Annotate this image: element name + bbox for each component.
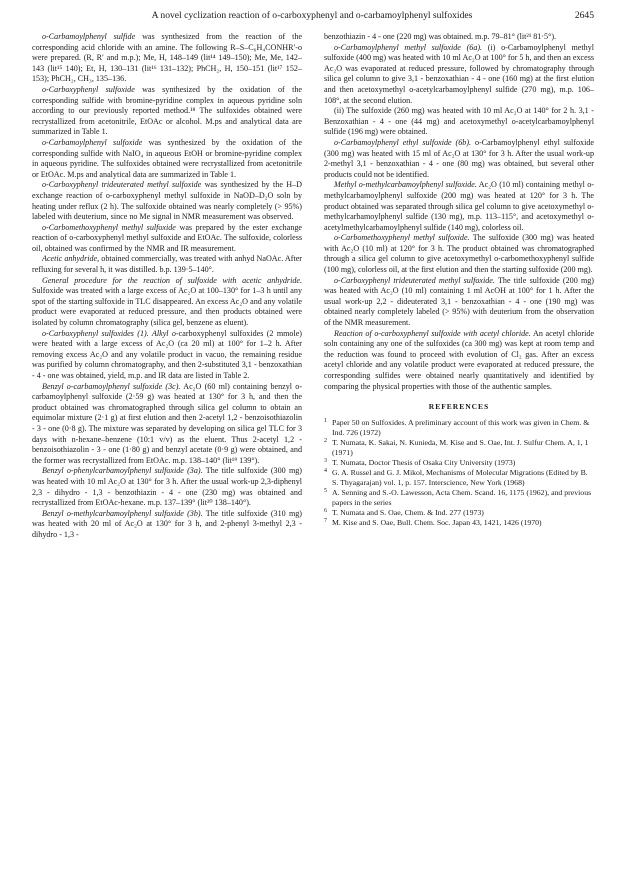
paragraph-text: obtained commercially, was treated with anhyd NaOAc. After refluxing for several h, it was distilled. b.p. 139·5–140°. [32,254,302,275]
reference-item [324,518,594,528]
reference-text: A. Senning and S.-O. Lawesson, Acta Chem. Scand. 16, 1175 (1962), and previous papers in the series [332,487,592,507]
reference-text: T. Numata, Doctor Thesis of Osaka City University (1973) [332,457,516,467]
paragraph-text: Ac₂O (10 ml) containing methyl o-methylcarbamoylphenyl sulfoxide (200 mg) was heated at 120° for 3 h. The product obtained was separated through silica gel column to give acetoxymethyl o-methylcarbamoylphenyl sulfide (130 mg), m.p. 113–115°, and acetoxymethyl o-acetylmethylcarbamoylphenyl sulfide (140 mg), colorless oil. [324,180,594,232]
paragraph-text: Ac₂O (60 ml) containing benzyl o-carbamoylphenyl sulfoxide (2·59 g) was heated at 130° for 3 h, and then the product obtained was chromatographed through silica gel column to obtain an equimolar mixture (2·1 g) at first elution and then 2-acetyl 1,2 - benzoisothiazolin - 3 - one (0·8 g). The mixture was separated by developing on silica gel TLC for 3 days with n-hexane–benzene (10:1 v/v) as the eluent. Thus 2-acetyl 1,2 - benzoisothiazolin - 3 - one (1·80 g) and benzyl acetate (0·9 g) were obtained, and the former was recrystallized from EtOAc. m.p. 138–140° (lit¹⁹ 139°). [32,381,302,465]
paragraph-lead: o-Carbamoylphenyl methyl sulfoxide (6a). [334,42,483,52]
paragraph [32,276,302,329]
reference-number: 3 [324,457,327,464]
paragraph [324,329,594,393]
paragraph-text: An acetyl chloride soln containing any one of the sulfoxides (ca 300 mg) was kept at room temp and the reduction was found to proceed with evolution of Cl₂ gas. After an excess acetyl chloride and any volatile product were evaporated at reduced pressure, the corresponding sulfides were obtained nearly quantitatively and identified by comparing the physical properties with those of the authentic samples. [324,328,594,391]
running-header [30,10,594,26]
paragraph-lead: Acetic anhydride, [42,254,100,264]
right-column [324,32,594,528]
reference-text: T. Numata, K. Sakai, N. Kunieda, M. Kise and S. Oae, Int. J. Sulfur Chem. A, 1, 1 (1971) [332,437,589,457]
reference-text: T. Numata and S. Oae, Chem. & Ind. 277 (1973) [332,507,484,517]
paragraph [32,85,302,138]
paragraph-text: was synthesized from the reaction of the corresponding acid chloride with an amine. The following R–S–C₆H₄CONHR′-o were prepared. (R, R′ and m.p.); Me, H, 148–149 (lit¹⁴ 149–150); Me, Me, 142–143 (lit¹⁵ 140); Et, H, 130–131 (lit¹⁶ 131–132); PhCH₂, H, 150–151 (lit¹⁷ 152–153); PhCH₂, CH₃, 135–136. [32,32,303,84]
paragraph-text: (i) o-Carbamoylphenyl methyl sulfoxide (400 mg) was heated with 10 ml Ac₂O at 100° for 5 h, and then an excess Ac₂O was evaporated at reduced pressure, followed by chromatography through silica gel column to give 3,1 - benzoxathian - 4 - one (160 mg) at the first elution and then acetoxymethyl o-acetylcarbamoylphenyl sulfide (270 mg), m.p. 106–108°, at the second elution. [324,42,594,105]
paragraph-text: was synthesized by the oxidation of the corresponding sulfide with NaIO₄ in aqueous EtOH or bromine-pyridine complex in aqueous pyridine. The sulfoxides obtained were recrystallized from acetonitrile or EtOAc. M.ps and analytical data are summarized in Table 1. [32,137,303,179]
paragraph-lead: o-Carbamoylphenyl ethyl sulfoxide (6b). [334,137,472,147]
left-column [32,32,302,541]
paragraph [324,180,594,233]
paragraph-lead: o-Carboxyphenyl trideuterated methyl sulfoxide. [334,275,495,285]
paragraph-text: The sulfoxide (300 mg) was heated with Ac₂O (10 ml) at 120° for 3 h. The product obtained was chromatographed through a silica gel column to give acetoxymethyl o-carbomethoxyphenyl sulfide (100 mg), colorless oil, at the first elution and then the starting sulfoxide (200 mg). [324,233,594,275]
paragraph [324,138,594,180]
reference-number: 7 [324,517,327,524]
paragraph-lead: Reaction of o-carboxyphenyl sulfoxide with acetyl chloride. [334,328,531,338]
paragraph-lead: o-Carbomethoxyphenyl methyl sulfoxide. [334,233,470,243]
paragraph-lead: Benzyl o-carbamoylphenyl sulfoxide (3c). [42,381,181,391]
paragraph-text: The title sulfoxide (200 mg) was heated with Ac₂O (10 ml) containing 1 ml AcOH at 100° for 1 h. After the usual work-up 2,2 - dideuterated 3,1 - benzoxathian - 4 - one (190 mg) was obtained nearly completely labeled (> 95%) with deuterium from the observation of the NMR measurement. [324,275,595,328]
paragraph-lead: General procedure for the reaction of sulfoxide with acetic anhydride. [42,275,302,285]
paragraph [32,254,302,275]
paragraph-text: was synthesized by the H–D exchange reaction of o-carboxyphenyl methyl sulfoxide in NaOD–D₂O soln by heating under reflux (2 h). The sulfoxide obtained was nearly completely (> 95%) labeled with deuterium, since no Me signal in NMR measurement was observed. [32,180,302,222]
reference-number: 6 [324,507,327,514]
references-heading: REFERENCES [428,402,490,412]
paragraph-lead: o-Carbomethoxyphenyl methyl sulfoxide [42,222,176,232]
paragraph [324,233,594,275]
paragraph-text: The title sulfoxide (300 mg) was heated with 10 ml Ac₂O at 130° for 3 h. After the usual work-up 2,3-diphenyl 2,3 - dihydro - 1,3 - benzothiazin - 4 - one (230 mg) was obtained and recrystallized from EtOAc-hexane. m.p. 137–139° (lit²⁰ 138–140°). [32,466,302,508]
paragraph-text: was synthesized by the oxidation of the corresponding sulfide with bromine-pyridine complex in aqueous pyridine soln according to our previously reported method.¹⁸ The sulfoxides obtained were recrystallized from acetonitrile, EtOAc or alcohol. M.ps and analytical data are summarized in Table 1. [32,84,302,137]
paragraph-lead: o-Carbamoylphenyl sulfide [42,32,136,41]
reference-number: 5 [324,487,327,494]
paragraph [32,223,302,255]
page-number: 2645 [574,10,594,21]
reference-item [324,438,594,458]
running-title: A novel cyclization reaction of o-carboxyphenyl and o-carbamoylphenyl sulfoxides [151,10,473,21]
references-list [324,418,594,528]
paragraph-text: (ii) The sulfoxide (260 mg) was heated with 10 ml Ac₂O at 140° for 2 h. 3,1 - Benzoxathian - 4 - one (44 mg) and acetoxymethyl o-acetylcarbamoylphenyl sulfide (196 mg) were obtained. [324,106,594,137]
reference-number: 2 [324,437,327,444]
paragraph-text: carboxyphenyl sulfoxides (2 mmole) were heated with a large excess of Ac₂O (ca 20 ml) at 100° for 1–2 h. After removing excess Ac₂O and any volatile product in vacuo, the remaining residue was purified by column chromatography, and then 2-substituted 3,1 - benzoxathian - 4 - one was obtained, yield, m.p. and IR data are listed in Table 2. [32,328,302,380]
paragraph-text: The title sulfoxide (310 mg) was heated with 20 ml of Ac₂O at 130° for 3 h, and 2-phenyl 3-methyl 2,3 - dihydro - 1,3 - [32,508,302,539]
reference-item [324,418,594,438]
paragraph-lead: Benzyl o-phenylcarbamoylphenyl sulfoxide (3a). [42,466,203,476]
reference-text: Paper 50 on Sulfoxides. A preliminary account of this work was given in Chem. & Ind. 726 (1972) [332,417,590,437]
reference-number: 1 [324,417,327,424]
reference-item [324,488,594,508]
reference-item [324,458,594,468]
paragraph-lead: o-Carboxyphenyl sulfoxide [42,84,135,94]
paragraph [32,509,302,541]
reference-text: G. A. Russel and G. J. Mikol, Mechanisms of Molecular Migrations (Edited by B. S. Thyagarajan) vol. 1, p. 157. Interscience, New York (1968) [332,467,588,487]
paragraph [324,43,594,107]
paragraph [324,32,594,43]
paragraph-lead: Methyl o-methylcarbamoylphenyl sulfoxide. [334,180,477,190]
paragraph-lead: o-Carboxyphenyl sulfoxides (1). Alkyl o- [42,328,179,338]
reference-item [324,468,594,488]
paragraph-text: was prepared by the ester exchange reaction of o-carboxyphenyl methyl sulfoxide and EtOAc. The sulfoxide, colorless oil, obtained was confirmed by the NMR and IR measurement. [32,222,303,253]
right-column-body [324,32,594,392]
paragraph [324,106,594,138]
reference-item [324,508,594,518]
paragraph [32,138,302,180]
paragraph-lead: o-Carboxyphenyl trideuterated methyl sulfoxide [42,180,202,190]
paragraph-text: Sulfoxide was treated with a large excess of Ac₂O at 100–130° for 1–3 h until any spot of the starting sulfoxide in TLC disappeared. An excess Ac₂O and any volatile product were evaporated at reduced pressure, and then products obtained were isolated by column chromatography (silica gel, benzene as eluent). [32,286,302,328]
paragraph-lead: Benzyl o-methylcarbamoylphenyl sulfoxide (3b). [42,508,203,518]
reference-text: M. Kise and S. Oae, Bull. Chem. Soc. Japan 43, 1421, 1426 (1970) [332,517,542,527]
paragraph [32,466,302,508]
paragraph [32,329,302,382]
paragraph-text: o-Carbamoylphenyl ethyl sulfoxide (300 mg) was heated with 15 ml of Ac₂O at 130° for 3 h. After the usual work-up 2-methyl 3,1 - benzoxathian - 4 - one (80 mg) was obtained, but several other products could not be identified. [324,137,594,179]
paragraph-lead: o-Carbamoylphenyl sulfoxide [42,137,143,147]
reference-number: 4 [324,467,327,474]
paragraph [32,382,302,467]
paragraph-text: benzothiazin - 4 - one (220 mg) was obtained. m.p. 79–81° (lit²¹ 81·5°). [324,32,557,41]
paragraph [324,276,594,329]
paragraph [32,180,302,222]
paragraph [32,32,302,85]
